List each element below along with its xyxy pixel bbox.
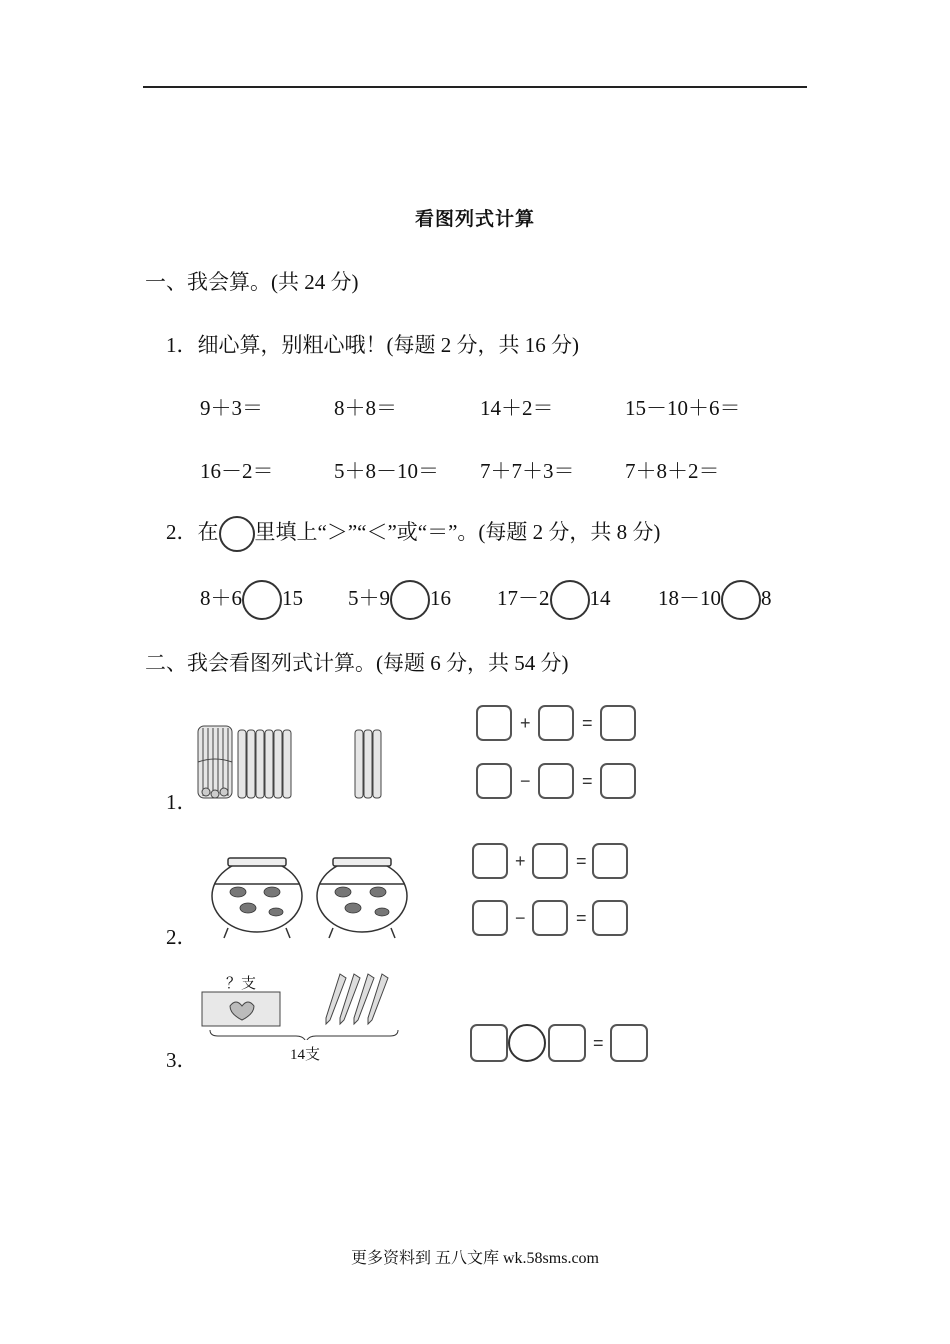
q2-label-after: 里填上“＞”“＜”或“＝”。(每题 2 分，共 8 分) <box>254 520 661 544</box>
answer-box[interactable] <box>538 705 574 741</box>
compare-item-4 <box>658 580 772 620</box>
answer-box[interactable] <box>600 763 636 799</box>
sticks-picture-icon <box>194 722 394 804</box>
answer-box[interactable] <box>538 763 574 799</box>
answer-box[interactable] <box>600 705 636 741</box>
compare-circle[interactable] <box>721 580 761 620</box>
q1-label: 1．细心算，别粗心哦！(每题 2 分，共 16 分) <box>166 333 579 357</box>
answer-box[interactable] <box>472 900 508 936</box>
exercise-1-1: 9＋3＝ <box>200 396 263 420</box>
equals-sign: = <box>582 771 593 791</box>
compare-left: 17－2 <box>497 585 550 610</box>
compare-right: 8 <box>761 585 772 610</box>
page-title: 看图列式计算 <box>414 209 535 230</box>
exercise-2-1: 16－2＝ <box>200 459 274 483</box>
compare-circle[interactable] <box>390 580 430 620</box>
answer-box[interactable] <box>472 843 508 879</box>
compare-left: 5＋9 <box>348 585 390 610</box>
equals-sign: = <box>582 713 593 733</box>
compare-item-2 <box>348 580 451 620</box>
answer-box[interactable] <box>532 843 568 879</box>
question-label: ？支 <box>226 976 257 992</box>
compare-right: 16 <box>430 585 451 610</box>
exercise-2-2: 5＋8－10＝ <box>334 459 439 483</box>
q2-label <box>166 516 660 552</box>
compare-left: 8＋6 <box>200 585 242 610</box>
answer-box[interactable] <box>532 900 568 936</box>
section-1-heading: 一、我会算。(共 24 分) <box>145 270 359 294</box>
top-rule <box>143 86 807 88</box>
answer-box[interactable] <box>476 763 512 799</box>
problem-3-number: 3． <box>166 1048 198 1072</box>
answer-box[interactable] <box>592 843 628 879</box>
answer-circle-icon <box>219 516 255 552</box>
equals-sign: = <box>576 908 587 928</box>
answer-box[interactable] <box>610 1024 648 1062</box>
answer-box[interactable] <box>476 705 512 741</box>
compare-left: 18－10 <box>658 585 721 610</box>
q2-label-before: 2．在 <box>166 520 219 544</box>
exercise-2-3: 7＋7＋3＝ <box>480 459 575 483</box>
exercise-1-4: 15－10＋6＝ <box>625 396 741 420</box>
answer-box[interactable] <box>470 1024 508 1062</box>
section-2-heading: 二、我会看图列式计算。(每题 6 分，共 54 分) <box>145 651 569 675</box>
operator-circle[interactable] <box>508 1024 546 1062</box>
fishbowls-picture-icon <box>210 856 416 940</box>
compare-right: 15 <box>282 585 303 610</box>
answer-box[interactable] <box>548 1024 586 1062</box>
total-label: 14支 <box>290 1047 321 1063</box>
exercise-1-3: 14＋2＝ <box>480 396 554 420</box>
problem-2-number: 2． <box>166 925 198 949</box>
minus-sign: − <box>515 908 526 928</box>
minus-sign: − <box>520 771 531 791</box>
equals-sign: = <box>593 1033 604 1053</box>
exercise-1-2: 8＋8＝ <box>334 396 397 420</box>
compare-circle[interactable] <box>550 580 590 620</box>
problem-1-number: 1． <box>166 790 198 814</box>
plus-sign: + <box>515 851 526 871</box>
equals-sign: = <box>576 851 587 871</box>
footer-text: 更多资料到 五八文库 wk.58sms.com <box>350 1250 599 1267</box>
plus-sign: + <box>520 713 531 733</box>
pencils-picture-icon <box>200 970 405 1040</box>
exercise-2-4: 7＋8＋2＝ <box>625 459 720 483</box>
compare-item-3 <box>497 580 611 620</box>
compare-circle[interactable] <box>242 580 282 620</box>
compare-item-1 <box>200 580 303 620</box>
compare-right: 14 <box>589 585 611 610</box>
answer-box[interactable] <box>592 900 628 936</box>
